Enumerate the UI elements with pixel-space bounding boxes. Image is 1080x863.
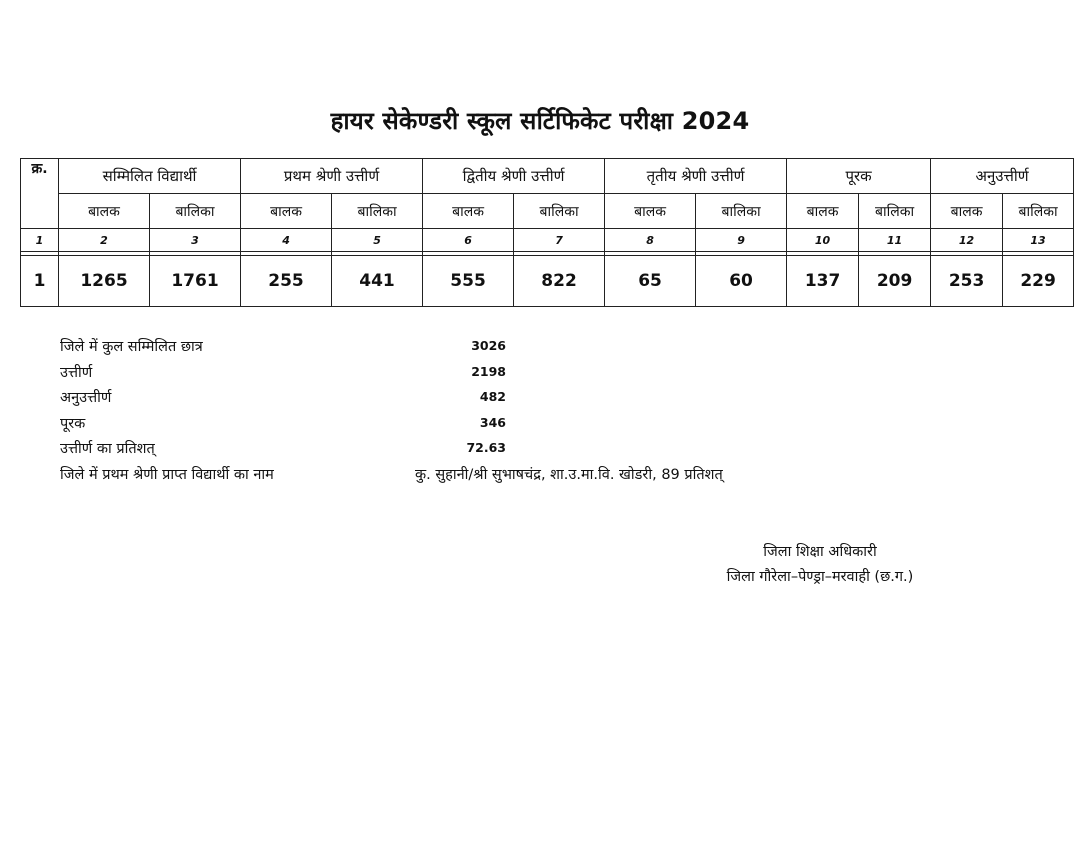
group-header: तृतीय श्रेणी उत्तीर्ण (605, 159, 787, 194)
summary-value: 72.63 (466, 440, 506, 455)
data-cell: 1265 (59, 256, 150, 307)
column-number: 2 (59, 229, 150, 252)
girl-header: बालिका (859, 194, 931, 229)
summary-label: उत्तीर्ण का प्रतिशत् (60, 441, 155, 457)
group-header: पूरक (787, 159, 931, 194)
data-cell: 229 (1003, 256, 1074, 307)
column-number: 5 (332, 229, 423, 252)
summary-label: पूरक (60, 415, 86, 432)
column-number-row (21, 229, 1074, 252)
data-cell: 822 (514, 256, 605, 307)
column-number: 3 (150, 229, 241, 252)
data-cell: 1 (21, 256, 59, 307)
girl-header: बालिका (332, 194, 423, 229)
summary-label: उत्तीर्ण (60, 364, 93, 381)
boy-header: बालक (59, 194, 150, 229)
summary-row-topper (60, 464, 800, 490)
summary-value: 346 (479, 414, 506, 430)
data-cell: 65 (605, 256, 696, 307)
summary-value: 3026 (471, 338, 506, 353)
boy-header: बालक (787, 194, 859, 229)
column-number: 1 (21, 229, 59, 252)
summary-label: जिले में कुल सम्मिलित छात्र (60, 339, 203, 355)
column-number: 9 (696, 229, 787, 252)
girl-header: बालिका (150, 194, 241, 229)
data-cell: 555 (423, 256, 514, 307)
column-number: 4 (241, 229, 332, 252)
data-cell: 1761 (150, 256, 241, 307)
subheader-row (21, 194, 1074, 229)
column-number: 10 (787, 229, 859, 252)
column-number: 12 (931, 229, 1003, 252)
group-header: द्वितीय श्रेणी उत्तीर्ण (423, 159, 605, 194)
summary-row-supplementary (60, 413, 800, 439)
document-title: हायर सेकेण्डरी स्कूल सर्टिफिकेट परीक्षा 2024 (330, 107, 750, 135)
boy-header: बालक (241, 194, 332, 229)
summary-value: 482 (479, 389, 506, 404)
topper-name: कु. सुहानी/श्री सुभाषचंद्र, शा.उ.मा.वि. खोडरी, 89 प्रतिशत् (415, 466, 723, 483)
data-cell: 441 (332, 256, 423, 307)
data-cell: 60 (696, 256, 787, 307)
boy-header: बालक (605, 194, 696, 229)
girl-header: बालिका (696, 194, 787, 229)
summary-row-failed (60, 387, 800, 413)
summary-row-pass-percent (60, 438, 800, 464)
data-cell: 209 (859, 256, 931, 307)
girl-header: बालिका (514, 194, 605, 229)
group-header: अनुउत्तीर्ण (931, 159, 1074, 194)
summary-value: 2198 (471, 363, 506, 379)
serial-header: क्र. (21, 159, 59, 229)
summary-row-total (60, 336, 800, 362)
boy-header: बालक (931, 194, 1003, 229)
summary-label: जिले में प्रथम श्रेणी प्राप्त विद्यार्थी का नाम (60, 466, 274, 483)
signature-block (700, 540, 940, 590)
data-row (21, 256, 1074, 307)
district-summary (60, 336, 800, 489)
group-header: प्रथम श्रेणी उत्तीर्ण (241, 159, 423, 194)
group-header-row (21, 159, 1074, 194)
data-cell: 253 (931, 256, 1003, 307)
column-number: 7 (514, 229, 605, 252)
girl-header: बालिका (1003, 194, 1074, 229)
group-header: सम्मिलित विद्यार्थी (59, 159, 241, 194)
column-number: 11 (859, 229, 931, 252)
result-table (20, 158, 1074, 307)
summary-label: अनुउत्तीर्ण (60, 390, 112, 406)
column-number: 8 (605, 229, 696, 252)
boy-header: बालक (423, 194, 514, 229)
column-number: 6 (423, 229, 514, 252)
data-cell: 255 (241, 256, 332, 307)
summary-row-passed (60, 362, 800, 388)
signature-district: जिला गौरेला–पेण्ड्रा–मरवाही (छ.ग.) (726, 569, 914, 585)
data-cell: 137 (787, 256, 859, 307)
column-number: 13 (1003, 229, 1074, 252)
signature-title: जिला शिक्षा अधिकारी (763, 544, 877, 560)
